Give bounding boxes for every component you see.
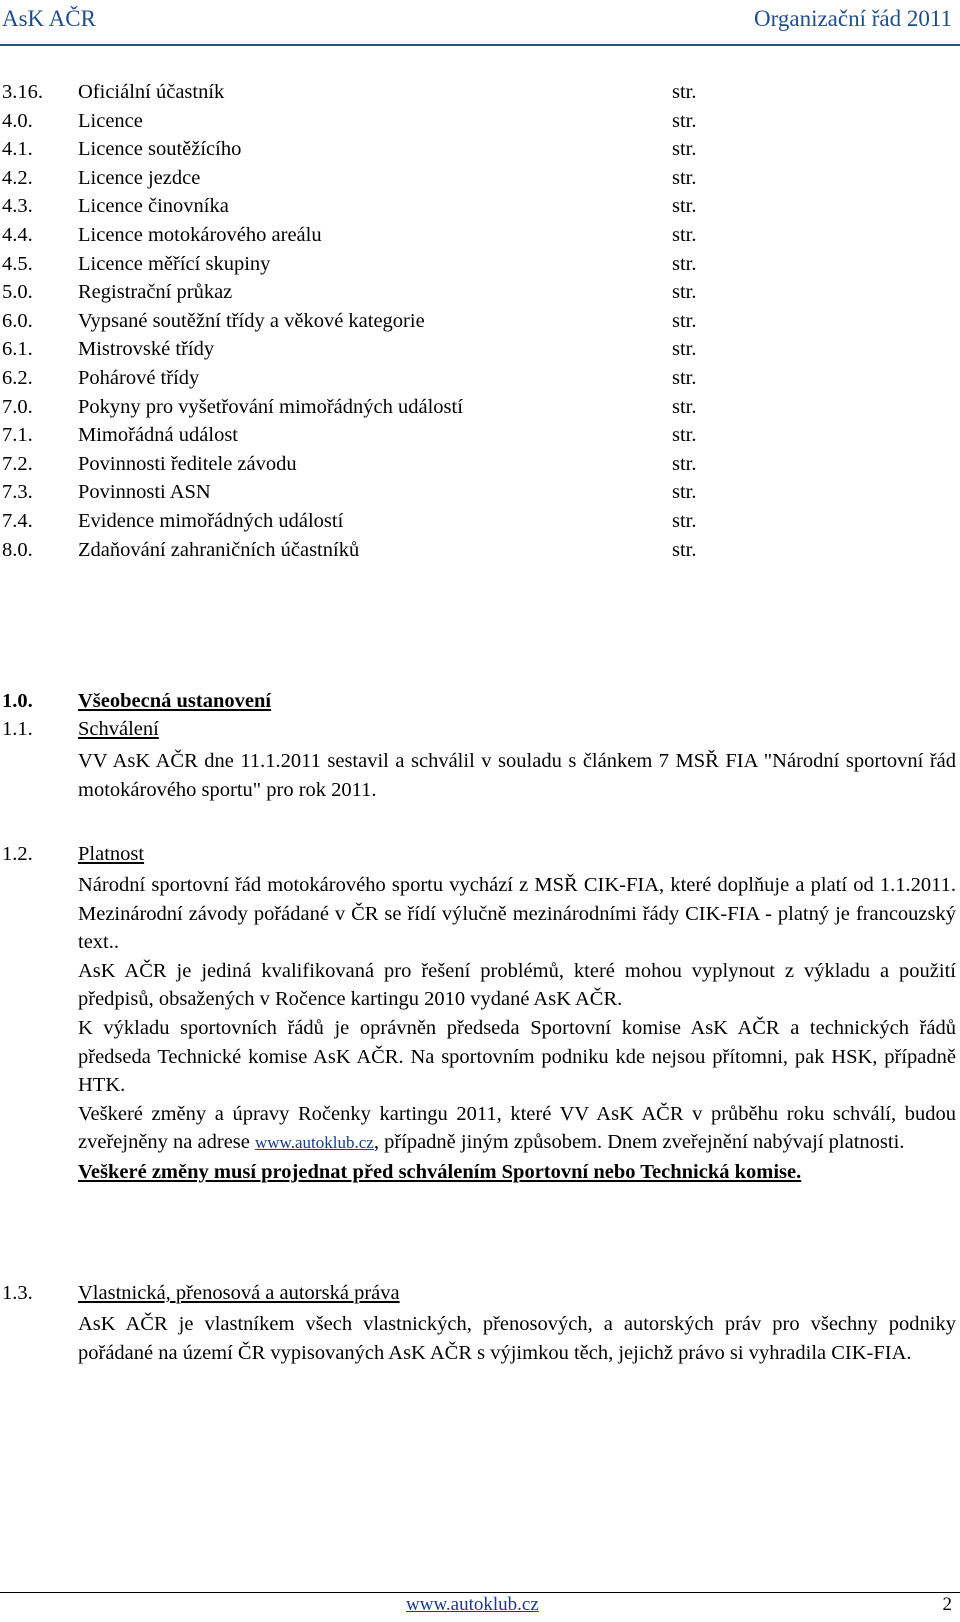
- section-number: 1.1.: [2, 718, 33, 740]
- toc-page: str.: [672, 138, 697, 161]
- toc-number: 6.2.: [2, 366, 33, 389]
- toc-number: 4.0.: [2, 109, 33, 132]
- toc-page: str.: [672, 195, 697, 218]
- paragraph: Národní sportovní řád motokárového sportu vychází z MSŘ CIK-FIA, které doplňuje a platí od 1.1.2011. Mezinárodní závody pořádané v ČR se řídí výlučně mezinárodními řády CIK-FIA - platný je francouzský text..: [78, 874, 956, 954]
- toc-row: [0, 393, 960, 422]
- toc-title: Mimořádná událost: [78, 424, 238, 447]
- paragraph-text: Veškeré změny a úpravy Ročenky kartingu 2011, které VV AsK AČR v průběhu roku schválí, budou zveřejněny na adrese: [78, 1102, 956, 1154]
- toc-page: str.: [672, 281, 697, 304]
- toc-title: Pokyny pro vyšetřování mimořádných událostí: [78, 395, 463, 418]
- paragraph: AsK AČR je jediná kvalifikovaná pro řešení problémů, které mohou vyplynout z výkladu a použití předpisů, obsažených v Ročence kartingu 2010 vydané AsK AČR.: [78, 959, 956, 1011]
- page-number: 2: [942, 1594, 952, 1615]
- paragraph: AsK AČR je vlastníkem všech vlastnických, přenosových, a autorských práv pro všechny podniky pořádané na území ČR vypisovaných AsK AČR s výjimkou těch, jejichž právo si vyhradila CIK-FIA.: [78, 1313, 956, 1364]
- section-title: Schválení: [78, 718, 159, 740]
- header-org: AsK AČR: [2, 6, 96, 31]
- toc-title: Licence měřící skupiny: [78, 252, 271, 275]
- toc-number: 7.2.: [2, 452, 33, 475]
- section-title: Vlastnická, přenosová a autorská práva: [78, 1282, 400, 1304]
- table-of-contents: [0, 78, 960, 564]
- toc-row: [0, 364, 960, 393]
- toc-title: Oficiální účastník: [78, 81, 225, 103]
- toc-title: Povinnosti ředitele závodu: [78, 452, 297, 475]
- section-number: 1.3.: [2, 1282, 33, 1304]
- toc-row: [0, 421, 960, 450]
- toc-number: 7.4.: [2, 509, 33, 532]
- page-footer: [0, 1592, 960, 1622]
- toc-number: 8.0.: [2, 538, 33, 561]
- toc-row: [0, 250, 960, 279]
- toc-page: str.: [672, 481, 697, 504]
- toc-title: Licence: [78, 109, 143, 132]
- toc-row: [0, 478, 960, 507]
- toc-title: Mistrovské třídy: [78, 338, 215, 361]
- toc-page: str.: [672, 509, 697, 532]
- toc-row: [0, 278, 960, 307]
- toc-row: [0, 192, 960, 221]
- toc-page: str.: [672, 395, 697, 418]
- toc-page: str.: [672, 81, 697, 103]
- toc-number: 4.2.: [2, 166, 33, 189]
- section-1-2-text: [78, 871, 956, 1187]
- header-doc-title: Organizační řád 2011: [754, 6, 952, 31]
- toc-title: Povinnosti ASN: [78, 481, 211, 504]
- toc-page: str.: [672, 538, 697, 561]
- footer-rule: [0, 1592, 960, 1593]
- toc-row: [0, 221, 960, 250]
- toc-title: Evidence mimořádných událostí: [78, 509, 344, 532]
- paragraph: VV AsK AČR dne 11.1.2011 sestavil a schválil v souladu s článkem 7 MSŘ FIA "Národní sportovní řád motokárového sportu" pro rok 2011.: [78, 750, 956, 801]
- toc-title: Pohárové třídy: [78, 366, 200, 389]
- toc-number: 5.0.: [2, 281, 33, 304]
- toc-number: 6.0.: [2, 309, 33, 332]
- section-1-3-text: [78, 1310, 956, 1367]
- toc-row: [0, 78, 960, 107]
- toc-page: str.: [672, 424, 697, 447]
- toc-title: Licence motokárového areálu: [78, 223, 322, 246]
- toc-number: 6.1.: [2, 338, 33, 361]
- toc-number: 7.3.: [2, 481, 33, 504]
- toc-page: str.: [672, 223, 697, 246]
- toc-row: [0, 135, 960, 164]
- section-number: 1.2.: [2, 843, 33, 865]
- toc-row: [0, 307, 960, 336]
- toc-number: 4.4.: [2, 223, 33, 246]
- section-number: 1.0.: [2, 690, 33, 712]
- toc-title: Licence činovníka: [78, 195, 229, 218]
- toc-page: str.: [672, 252, 697, 275]
- toc-row: [0, 335, 960, 364]
- section-1-1-text: [78, 747, 956, 804]
- toc-row: [0, 164, 960, 193]
- toc-number: 3.16.: [2, 81, 43, 103]
- page-header: [0, 0, 960, 48]
- toc-title: Vypsané soutěžní třídy a věkové kategorie: [78, 309, 425, 332]
- toc-page: str.: [672, 166, 697, 189]
- toc-page: str.: [672, 109, 697, 132]
- toc-number: 7.1.: [2, 424, 33, 447]
- toc-page: str.: [672, 452, 697, 475]
- section-title: Platnost: [78, 843, 145, 865]
- toc-row: [0, 107, 960, 136]
- toc-page: str.: [672, 366, 697, 389]
- toc-row: [0, 536, 960, 565]
- paragraph: K výkladu sportovních řádů je oprávněn předseda Sportovní komise AsK AČR a technických řádů předseda Technické komise AsK AČR. Na sportovním podniku kde nejsou přítomni, pak HSK, případně HTK.: [78, 1016, 956, 1097]
- paragraph-text: , případně jiným způsobem. Dnem zveřejnění nabývají platnosti.: [373, 1131, 905, 1154]
- toc-number: 4.3.: [2, 195, 33, 218]
- paragraph-emphasis: Veškeré změny musí projednat před schválením Sportovní nebo Technická komise.: [78, 1160, 802, 1183]
- toc-title: Registrační průkaz: [78, 281, 233, 304]
- header-rule: [0, 44, 960, 46]
- toc-page: str.: [672, 309, 697, 332]
- toc-number: 7.0.: [2, 395, 33, 418]
- autoklub-link[interactable]: www.autoklub.cz: [255, 1133, 374, 1153]
- toc-number: 4.1.: [2, 138, 33, 161]
- toc-page: str.: [672, 338, 697, 361]
- toc-title: Zdaňování zahraničních účastníků: [78, 538, 360, 561]
- toc-row: [0, 450, 960, 479]
- paragraph: [78, 1100, 956, 1158]
- toc-title: Licence jezdce: [78, 166, 201, 189]
- section-title: Všeobecná ustanovení: [78, 690, 272, 712]
- toc-title: Licence soutěžícího: [78, 138, 242, 161]
- toc-number: 4.5.: [2, 252, 33, 275]
- toc-row: [0, 507, 960, 536]
- footer-site-link[interactable]: www.autoklub.cz: [406, 1594, 539, 1615]
